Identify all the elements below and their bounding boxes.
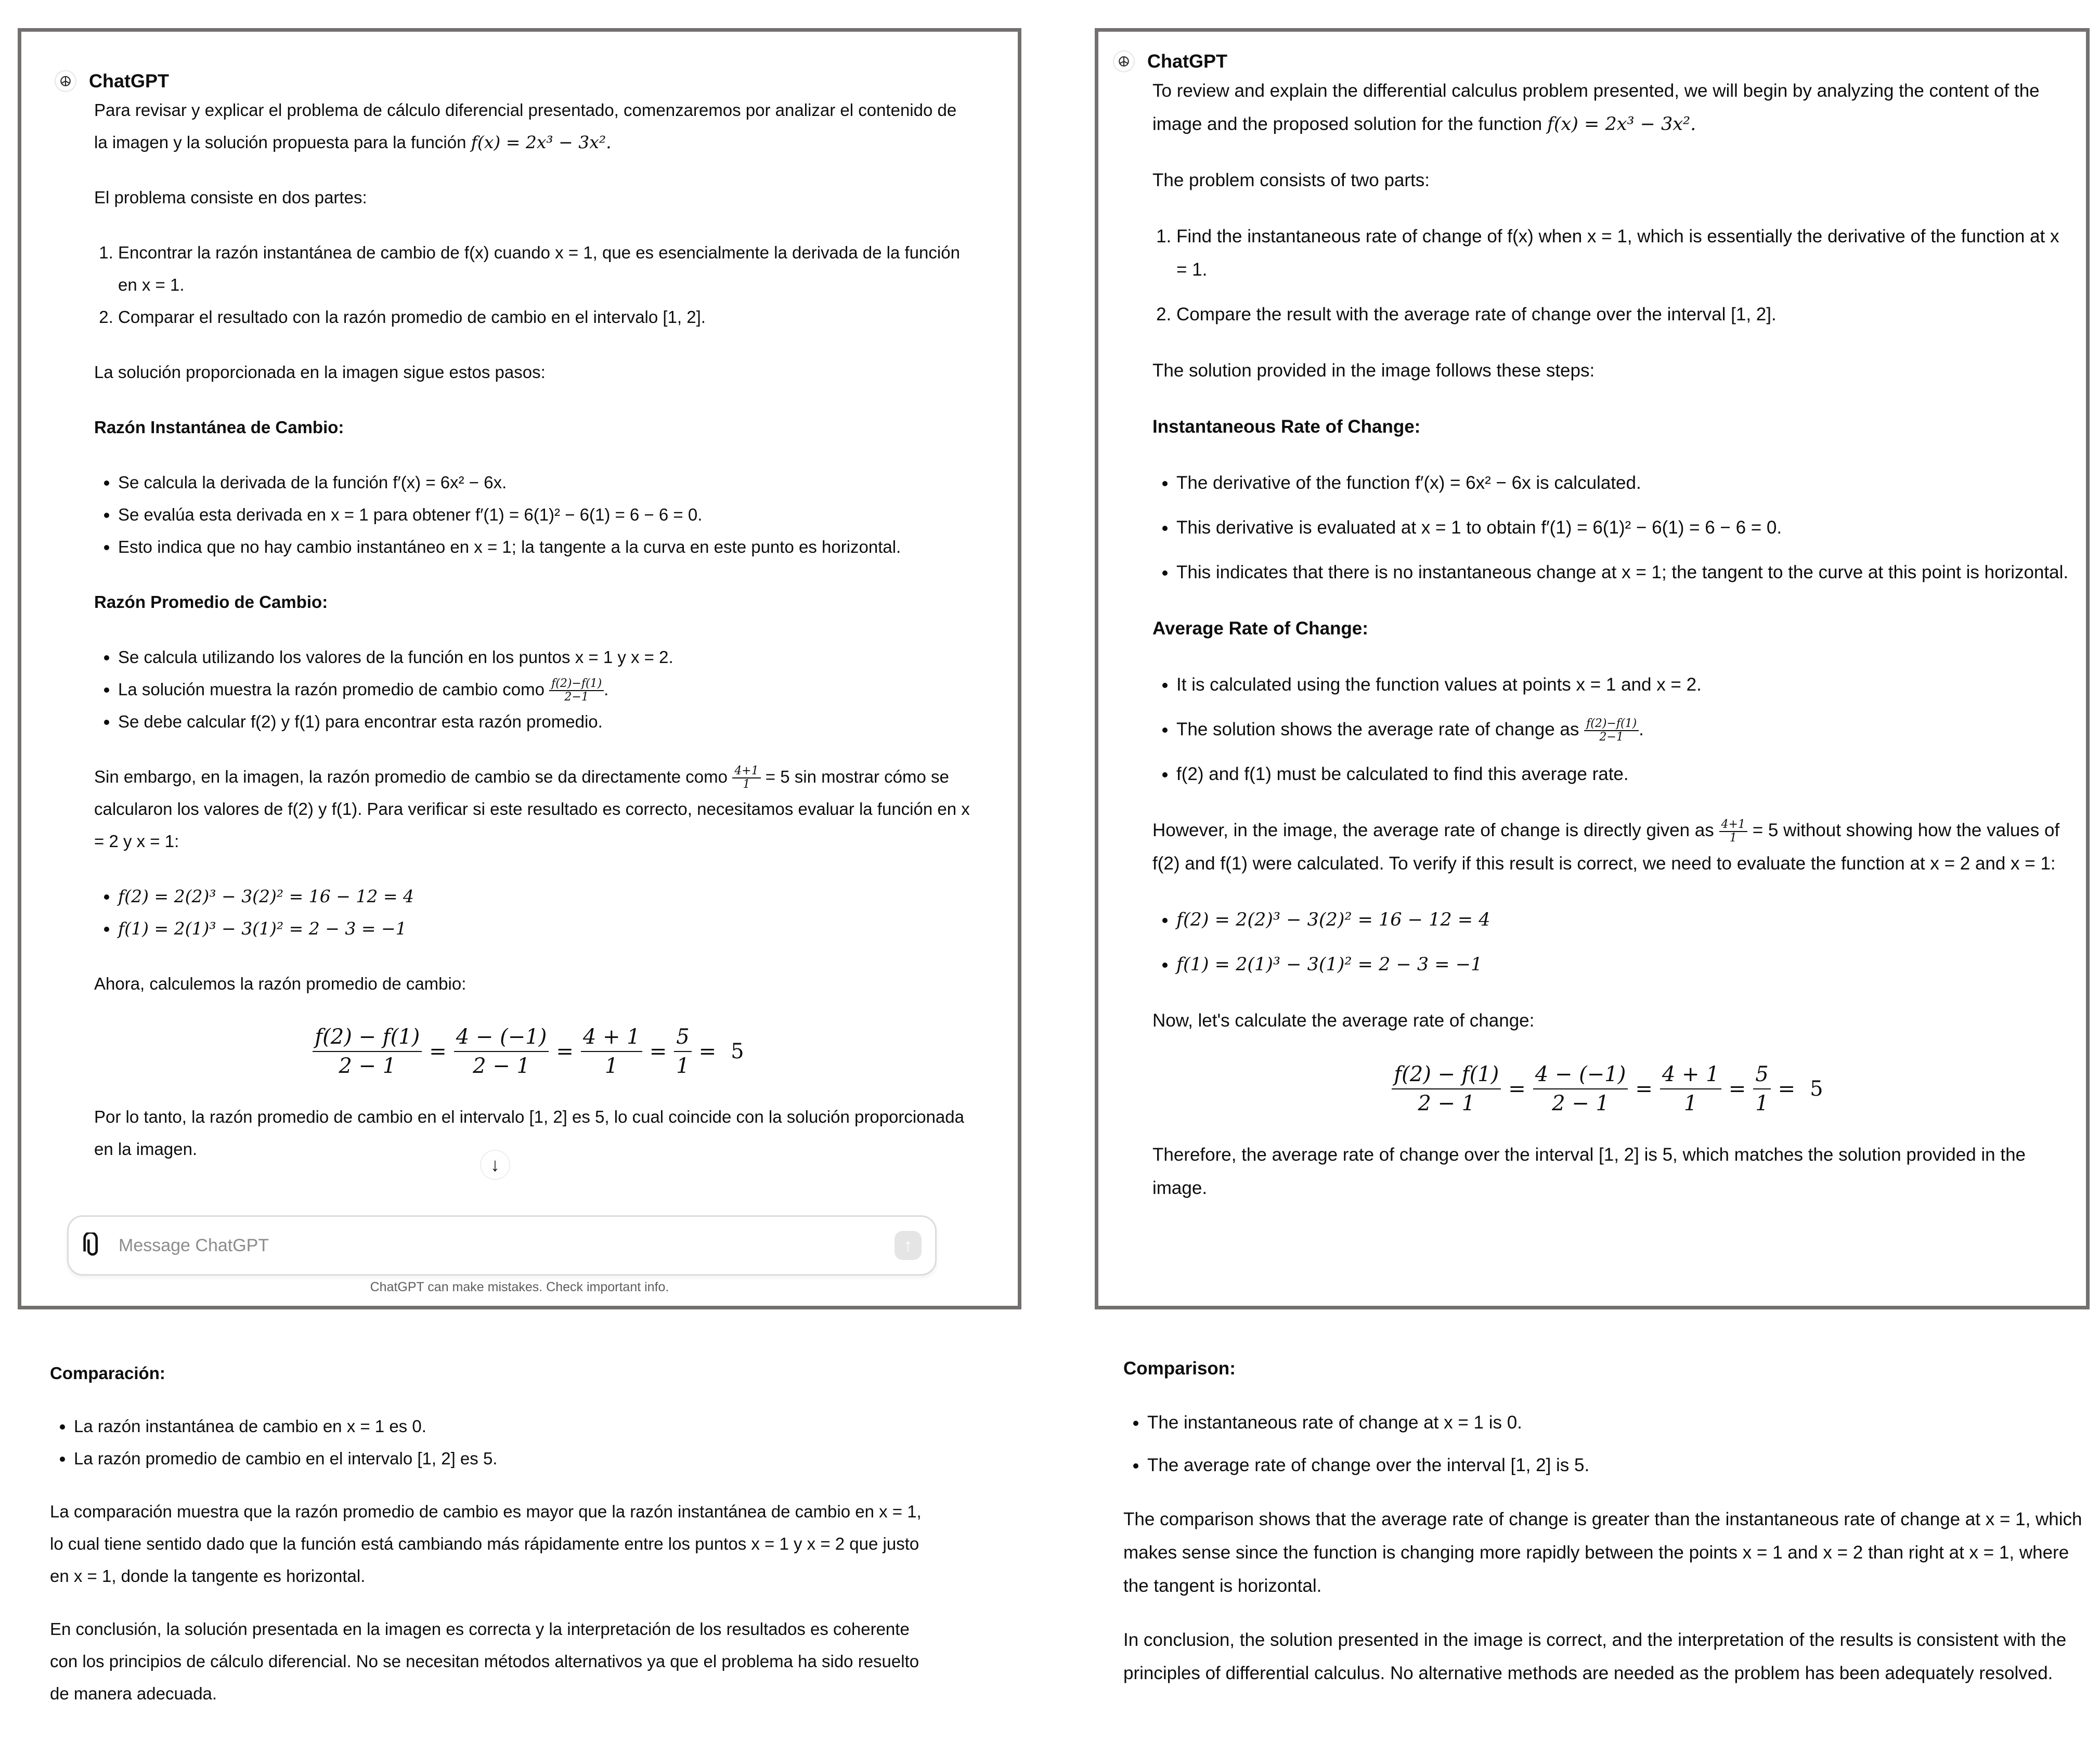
however-paragraph: Sin embargo, en la imagen, la razón promedio de cambio se da directamente como $\frac{4+1}{1}$ = 5 sin mostrar cómo se calcularon los valores de f(2) y f(1). Para verificar si este resultado es correcto, necesitamos evaluar la función en x = 2 y x = 1: <box>94 764 970 851</box>
assistant-message <box>1113 48 2070 1228</box>
chatgpt-logo-icon <box>1113 50 1135 72</box>
list-item: • It is calculated using the function values at points x = 1 and x = 2. <box>1176 668 2070 702</box>
list-item: • The solution shows the average rate of change as $\frac{f(2)-f(1)}{2-1}$ . <box>1176 713 2070 746</box>
list-item: 2. Comparar el resultado con la razón promedio de cambio en el intervalo [1, 2]. <box>118 301 970 333</box>
paperclip-icon[interactable] <box>82 1232 103 1258</box>
message-body <box>55 94 970 1165</box>
disclaimer: ChatGPT can make mistakes. Check important info. <box>370 1280 669 1294</box>
list-item: • Se calcula utilizando los valores de la función en los puntos x = 1 y x = 2. <box>118 641 970 673</box>
send-button[interactable] <box>895 1231 922 1260</box>
fraction: $\frac{4+1}{1}$ <box>732 765 760 791</box>
list-item: • Esto indica que no hay cambio instantáneo en x = 1; la tangente a la curva en este punto es horizontal. <box>118 531 970 563</box>
instant-heading: Instantaneous Rate of Change: <box>1152 417 1421 437</box>
message-header <box>1113 48 2070 74</box>
fraction: $\frac{4+1}{1}$ <box>1719 819 1747 845</box>
list-item: • La razón instantánea de cambio en x = 1 es 0. <box>74 1410 934 1443</box>
list-item: 1. Find the instantaneous rate of change of f(x) when x = 1, which is essentially the derivative of the function at x = 1. <box>1176 220 2070 287</box>
message-header <box>55 68 970 94</box>
parts-list <box>94 237 970 333</box>
comparison-heading: Comparación: <box>50 1364 165 1383</box>
list-item: • f(2) = 2(2)³ − 3(2)² = 16 − 12 = 4 <box>1176 903 2070 937</box>
fraction: $\frac{f(2)-f(1)}{2-1}$ <box>549 678 604 704</box>
list-item: • The average rate of change over the interval [1, 2] is 5. <box>1147 1449 2085 1482</box>
comparison-paragraph: La comparación muestra que la razón promedio de cambio es mayor que la razón instantánea de cambio en x = 1, lo cual tiene sentido dado que la función está cambiando más rápidamente entre los puntos x = 1 y x = 2 que justo en x = 1, donde la tangente es horizontal. <box>50 1502 922 1586</box>
comparison-list <box>1123 1406 2085 1482</box>
however-paragraph: However, in the image, the average rate of change is directly given as $\frac{4+1}{1}$ = 5 without showing how the values of f(2) and f(1) were calculated. To verify if this result is correct, we need to evaluate the function at x = 2 and x = 1: <box>1152 817 2060 874</box>
message-composer[interactable] <box>67 1215 937 1276</box>
evaluation-list <box>94 880 970 945</box>
list-item: • Se calcula la derivada de la función f′(x) = 6x² − 6x. <box>118 466 970 499</box>
list-item: • f(1) = 2(1)³ − 3(1)² = 2 − 3 = −1 <box>118 913 970 945</box>
parts-intro: The problem consists of two parts: <box>1152 170 1430 190</box>
author-name: ChatGPT <box>89 70 170 92</box>
list-item: 2. Compare the result with the average rate of change over the interval [1, 2]. <box>1176 298 2070 331</box>
intro-paragraph: To review and explain the differential calculus problem presented, we will begin by analyzing the content of the image and the proposed solution for the function f(x) = 2x³ − 3x². <box>1152 81 2040 135</box>
instant-list <box>94 466 970 563</box>
display-equation: $\frac{f(2) - f(1)}{2 - 1}$ = $\frac{4 - (-1)}{2 - 1}$ = $\frac{4 + 1}{1}$ = $\frac{5}{1}$ = 5 <box>1152 1060 2070 1118</box>
parts-intro: El problema consiste en dos partes: <box>94 188 367 207</box>
message-input[interactable] <box>118 1235 895 1256</box>
evaluation-list <box>1152 903 2070 981</box>
list-item: • f(2) = 2(2)³ − 3(2)² = 16 − 12 = 4 <box>118 880 970 913</box>
average-list <box>1152 668 2070 791</box>
parts-list <box>1152 220 2070 331</box>
list-item: • The derivative of the function f′(x) = 6x² − 6x is calculated. <box>1176 466 2070 500</box>
comparison-paragraph: The comparison shows that the average rate of change is greater than the instantaneous rate of change at x = 1, which makes sense since the function is changing more rapidly between the points x = 1 and x = 2 than right at x = 1, where the tangent is horizontal. <box>1123 1509 2082 1596</box>
list-item: • La solución muestra la razón promedio de cambio como $\frac{f(2)-f(1)}{2-1}$ . <box>118 673 970 706</box>
continuation-spanish <box>50 1357 934 1731</box>
now-calc: Now, let's calculate the average rate of change: <box>1152 1010 1535 1031</box>
steps-intro: The solution provided in the image follows these steps: <box>1152 360 1595 381</box>
list-item: • This indicates that there is no instantaneous change at x = 1; the tangent to the curve at this point is horizontal. <box>1176 556 2070 589</box>
average-list <box>94 641 970 738</box>
intro-paragraph: Para revisar y explicar el problema de cálculo diferencial presentado, comenzaremos por analizar el contenido de la imagen y la solución propuesta para la función f(x) = 2x³ − 3x². <box>94 100 957 152</box>
conclusion-paragraph: Therefore, the average rate of change over the interval [1, 2] is 5, which matches the solution provided in the image. <box>1152 1145 2026 1198</box>
comparison-heading: Comparison: <box>1123 1358 1236 1379</box>
list-item: 1. Encontrar la razón instantánea de cambio de f(x) cuando x = 1, que es esencialmente la derivada de la función en x = 1. <box>118 237 970 301</box>
comparison-list <box>50 1410 934 1475</box>
continuation-english <box>1123 1352 2085 1711</box>
list-item: • f(2) and f(1) must be calculated to find this average rate. <box>1176 758 2070 791</box>
chat-window-spanish <box>18 28 1021 1309</box>
final-paragraph: In conclusion, the solution presented in the image is correct, and the interpretation of the results is consistent with the principles of differential calculus. No alternative methods are needed as the problem has been adequately resolved. <box>1123 1630 2067 1683</box>
now-calc: Ahora, calculemos la razón promedio de cambio: <box>94 974 466 993</box>
list-item: • La razón promedio de cambio en el intervalo [1, 2] es 5. <box>74 1443 934 1475</box>
list-item: • This derivative is evaluated at x = 1 to obtain f′(1) = 6(1)² − 6(1) = 6 − 6 = 0. <box>1176 511 2070 544</box>
fraction: $\frac{f(2)-f(1)}{2-1}$ <box>1584 718 1639 744</box>
author-name: ChatGPT <box>1147 50 1228 72</box>
list-item: • Se debe calcular f(2) y f(1) para encontrar esta razón promedio. <box>118 706 970 738</box>
arrow-down-icon: ↓ <box>490 1154 500 1175</box>
arrow-up-icon: ↑ <box>903 1235 913 1255</box>
conclusion-paragraph: Por lo tanto, la razón promedio de cambio en el intervalo [1, 2] es 5, lo cual coincide con la solución proporcionada en la imagen. <box>94 1107 964 1159</box>
list-item: • The instantaneous rate of change at x = 1 is 0. <box>1147 1406 2085 1439</box>
chatgpt-logo-icon <box>55 70 76 92</box>
list-item: • f(1) = 2(1)³ − 3(1)² = 2 − 3 = −1 <box>1176 948 2070 981</box>
chat-window-english <box>1095 28 2090 1309</box>
average-heading: Razón Promedio de Cambio: <box>94 592 328 612</box>
display-equation: $\frac{f(2) - f(1)}{2 - 1}$ = $\frac{4 - (-1)}{2 - 1}$ = $\frac{4 + 1}{1}$ = $\frac{5}{1}$ = 5 <box>94 1023 970 1080</box>
final-paragraph: En conclusión, la solución presentada en la imagen es correcta y la interpretación de los resultados es coherente con los principios de cálculo diferencial. No se necesitan métodos alternativos ya que el problema ha sido resuelto de manera adecuada. <box>50 1619 919 1703</box>
scroll-down-button[interactable] <box>480 1150 510 1180</box>
list-item: • Se evalúa esta derivada en x = 1 para obtener f′(1) = 6(1)² − 6(1) = 6 − 6 = 0. <box>118 499 970 531</box>
instant-list <box>1152 466 2070 589</box>
message-body <box>1113 74 2070 1205</box>
average-heading: Average Rate of Change: <box>1152 618 1368 639</box>
steps-intro: La solución proporcionada en la imagen sigue estos pasos: <box>94 362 546 382</box>
instant-heading: Razón Instantánea de Cambio: <box>94 418 344 437</box>
assistant-message <box>55 68 970 1188</box>
